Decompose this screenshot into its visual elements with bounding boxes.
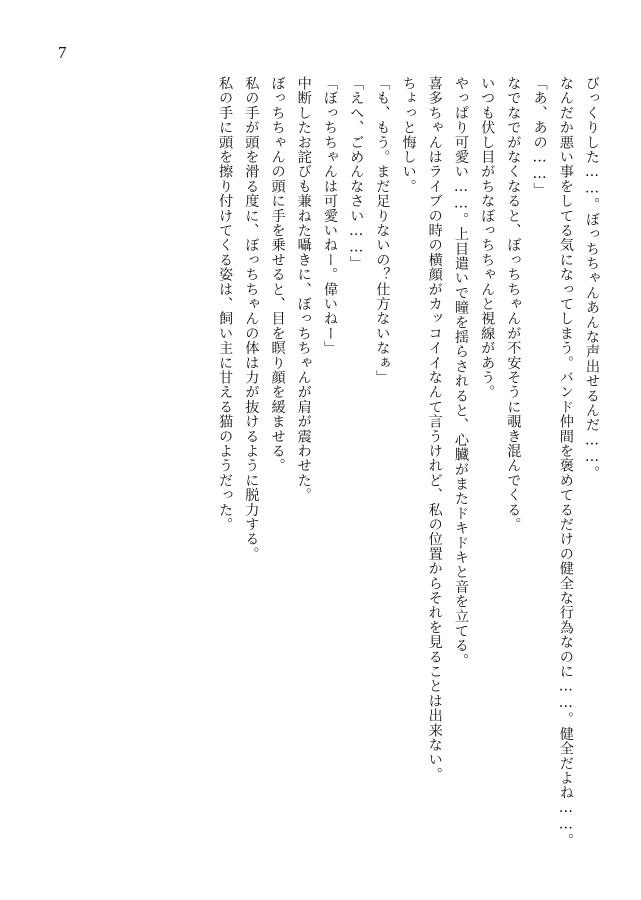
vertical-text-body <box>212 76 605 848</box>
text-line: 「あ、あの……」 <box>531 76 548 198</box>
text-line: なでなでがなくなると、ぼっちちゃんが不安そうに覗き混んでくる。 <box>505 76 522 532</box>
text-line: ちょっと悔しい。 <box>400 76 417 194</box>
text-line: ぼっちちゃんの頭に手を乗せると、目を瞑り顔を緩ませる。 <box>269 76 286 473</box>
text-line: びっくりした……。ぼっちちゃんあんな声出せるんだ……。 <box>584 76 600 481</box>
text-line: 「えへ、ごめんなさい……」 <box>348 76 365 271</box>
text-line: いつも伏し目がちなぼっちちゃんと視線があう。 <box>479 76 496 400</box>
text-line: なんだか悪い事をしてる気になってしまう。バンド仲間を褒めてるだけの健全な行為なのに……。健全だよね……。 <box>557 76 574 848</box>
text-line: 私の手に頭を擦り付けてくる姿は、飼い主に甘える猫のようだった。 <box>217 76 234 532</box>
text-line: 私の手が頭を滑る度に、ぼっちちゃんの体は力が抜けるように脱力する。 <box>243 76 260 562</box>
text-line: 「も、もう。まだ足りないの？仕方ないなぁ」 <box>374 76 391 385</box>
page-number: 7 <box>58 43 67 62</box>
text-line: 中断したお詫びも兼ねた囁きに、ぼっちちゃんが肩が震わせた。 <box>295 76 312 503</box>
text-line: やっぱり可愛い……。上目遣いで瞳を揺らされると、心臓がまたドキドキと音を立てる。 <box>452 76 469 668</box>
text-line: 喜多ちゃんはライブの時の横顔がカッコイイなんて言うけれど、私の位置からそれを見ることは出来ない。 <box>426 76 443 782</box>
text-line: 「ぼっちちゃんは可愛いねー。偉いねー」 <box>321 76 338 356</box>
